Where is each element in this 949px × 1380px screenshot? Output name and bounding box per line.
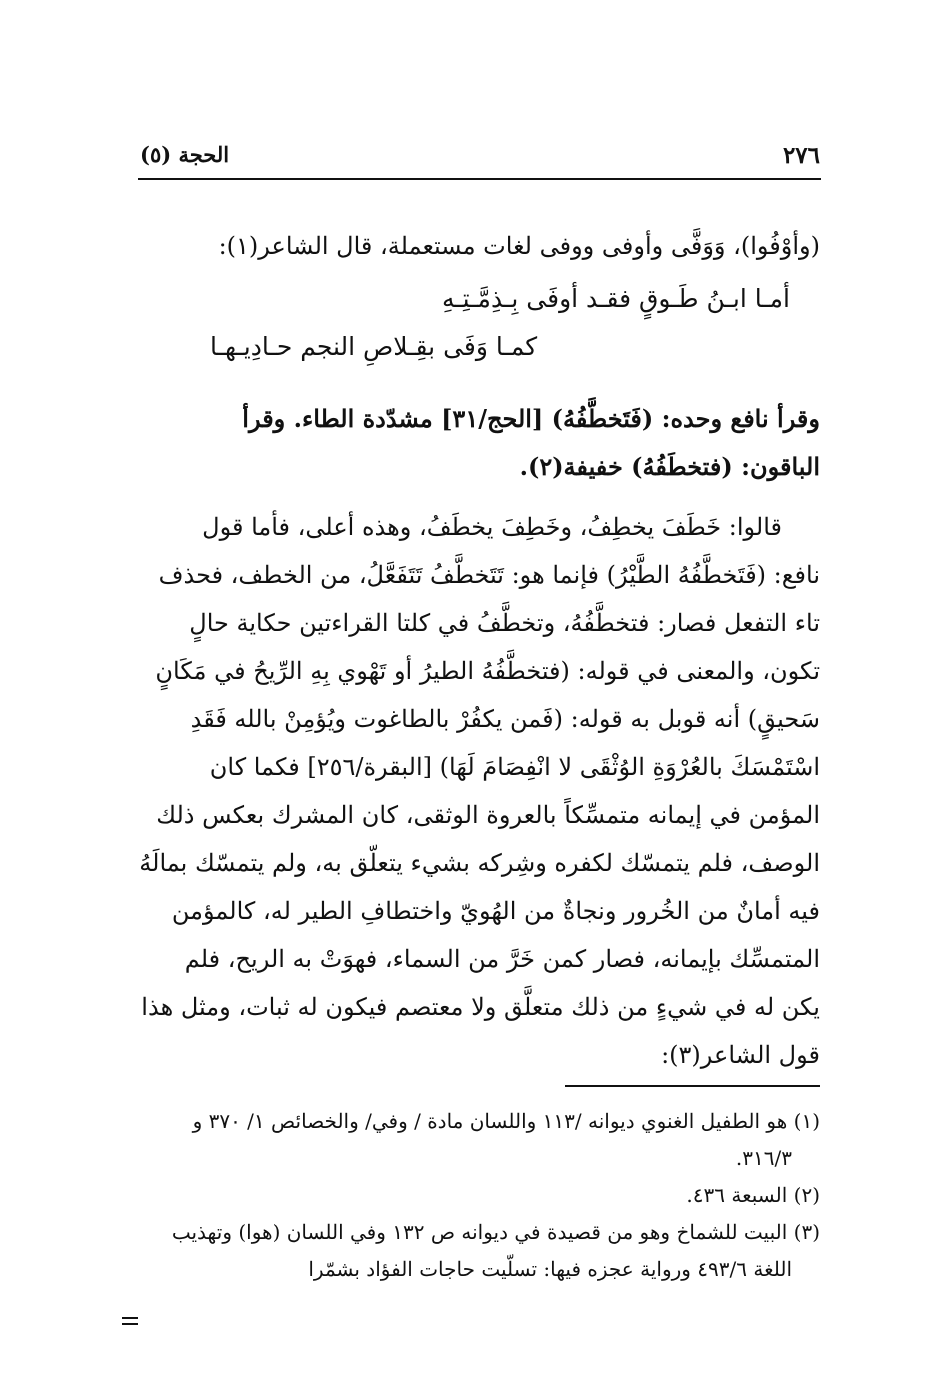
page-header (140, 142, 820, 174)
paragraph-line: اسْتَمْسَكَ بالعُرْوَةِ الوُثْقَى لا انْفِصَامَ لَهَا) [البقرة/٢٥٦] فكما كان (209, 753, 820, 781)
paragraph-line: تكون، والمعنى في قوله: (فتخطَّفُهُ الطيرُ أو تَهْوي بِهِ الرِّيحُ في مَكَانٍ (155, 657, 820, 685)
footnote-3-cont: اللغة ٤٩٣/٦ ورواية عجزه فيها: تسلّيت حاجات الفؤاد بشمّرا (308, 1257, 792, 1281)
reading-line: وقرأ نافع وحده: (فَتَخطَّفُهُ) [الحج/٣١] مشدّدة الطاء. وقرأ (242, 404, 820, 433)
page-number: ٢٧٦ (782, 142, 820, 169)
intro-block (140, 222, 820, 270)
paragraph-line: سَحيقٍ) أنه قوبل به قوله: (فَمن يكفُرْ بالطاغوت ويُؤمِنْ بالله فَقَدِ (190, 705, 820, 733)
paragraph-line: فيه أمانٌ من الخُرور ونجاةٌ من الهُويّ واختطافِ الطير له، كالمؤمن (171, 897, 820, 925)
intro-line: (وأوْفُوا)، وَوَفَّى وأوفى ووفى لغات مستعملة، قال الشاعر(١): (218, 232, 820, 260)
running-title: الحجة (٥) (140, 142, 230, 167)
footnote-rule (565, 1085, 820, 1087)
paragraph-line: قالوا: خَطَفَ يخطِفُ، وخَطِفَ يخطَفُ، وهذه أعلى، فأما قول (202, 513, 782, 541)
verse-line: كمـا وَفَى بقِـلاصِ النجم حـادِيـهـا (210, 332, 538, 361)
paragraph-line: يكن له في شيءٍ من ذلك متعلَّق ولا معتصم فيكون له ثبات، ومثل هذا (141, 993, 820, 1021)
verse-line: أمـا ابـنُ طَـوقٍ فقـد أوفَى بِـذِمَّـتِـهِ (441, 284, 790, 313)
footnotes (140, 1103, 820, 1288)
paragraph-line: الوصف، فلم يتمسّك لكفره وشِركه بشيء يتعلّق به، ولم يتمسّك بمالَهُ (139, 849, 820, 877)
paragraph-line: المتمسِّك بإيمانه، فصار كمن خَرَّ من السماء، فهوَتْ به الريح، فلم (184, 945, 820, 973)
header-rule (138, 178, 821, 180)
reading-line: الباقون: (فتخطَفُهُ) خفيفة(٢). (519, 452, 820, 481)
paragraph-line: المؤمن في إيمانه متمسِّكاً بالعروة الوثقى، كان المشرك بعكس ذلك (156, 801, 820, 829)
footnote-2: (٢) السبعة ٤٣٦. (686, 1183, 820, 1207)
footnote-3: (٣) البيت للشماخ وهو من قصيدة في ديوانه ص ١٣٢ وفي اللسان (هوا) وتهذيب (171, 1220, 820, 1244)
main-paragraph (140, 503, 820, 1079)
paragraph-line: تاء التفعل فصار: فتخطَّفُهُ، وتخطَّفُ في كلتا القراءتين حكاية حالٍ (189, 609, 820, 637)
footnote-1-cont: ٣١٦/٣. (735, 1146, 792, 1170)
reading-block (140, 395, 820, 491)
paragraph-line: نافع: (فَتَخطَّفُهُ الطَّيْرُ) فإنما هو: تَتَخطَّفُ تَتَفَعَّلُ، من الخطف، فحذف (158, 561, 820, 589)
paragraph-line: قول الشاعر(٣): (661, 1041, 820, 1069)
equals-mark-icon (122, 1317, 138, 1327)
footnote-1: (١) هو الطفيل الغنوي ديوانه /١١٣ واللسان مادة / وفي/ والخصائص ١/ ٣٧٠ و (192, 1109, 820, 1133)
verse-block-1 (210, 275, 790, 371)
